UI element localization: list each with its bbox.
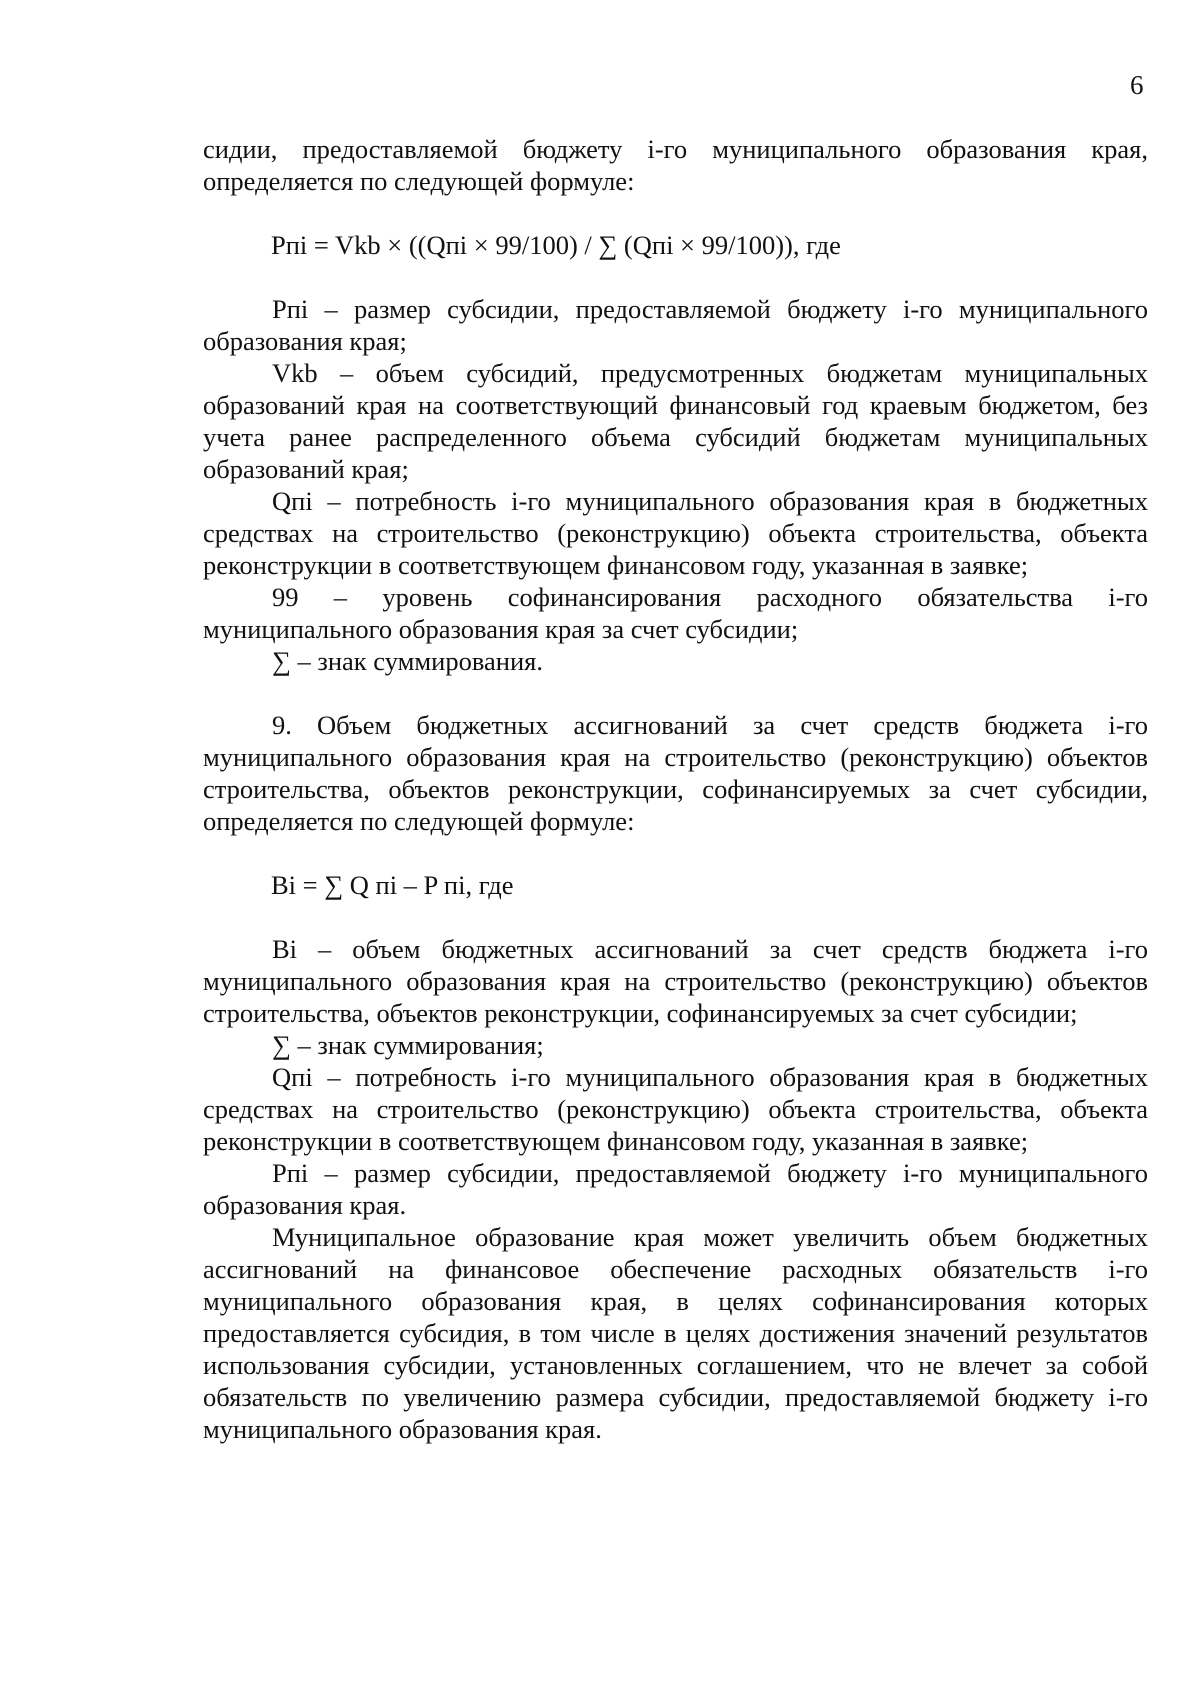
allocation-formula: Bi = ∑ Q пi – P пi, где bbox=[271, 870, 514, 900]
definition-sum-sign: ∑ – знак суммирования. bbox=[272, 646, 543, 676]
paragraph-continuation: сидии, предоставляемой бюджету i-го муниципального образования края, определяется по следующей формуле: bbox=[203, 134, 1148, 196]
definition-b-i: Bi – объем бюджетных ассигнований за счет средств бюджета i-го муниципального образования края на строительство (реконструкцию) объектов строительства, объектов реконструкции, софинансируемых за счет субсидии; bbox=[203, 934, 1148, 1028]
definition-q-ni: Qпi – потребность i-го муниципального образования края в бюджетных средствах на строительство (реконструкцию) объекта строительства, объекта реконструкции в соответствующем финансовом году, указанная в заявке; bbox=[203, 486, 1148, 580]
subsidy-formula: Pпi = Vkb × ((Qпi × 99/100) / ∑ (Qпi × 99/100)), где bbox=[271, 230, 841, 260]
definition-p-ni-2: Pпi – размер субсидии, предоставляемой бюджету i-го муниципального образования края. bbox=[203, 1158, 1148, 1220]
definition-99: 99 – уровень софинансирования расходного обязательства i-го муниципального образования края за счет субсидии; bbox=[203, 582, 1148, 644]
definition-q-ni-2: Qпi – потребность i-го муниципального образования края в бюджетных средствах на строительство (реконструкцию) объекта строительства, объекта реконструкции в соответствующем финансовом году, указанная в заявке; bbox=[203, 1062, 1148, 1156]
clause-9: 9. Объем бюджетных ассигнований за счет средств бюджета i-го муниципального образования края на строительство (реконструкцию) объектов строительства, объектов реконструкции, софинансируемых за счет субсидии, определяется по следующей формуле: bbox=[203, 710, 1148, 836]
document-body bbox=[203, 133, 1148, 1445]
definition-v-kb: Vkb – объем субсидий, предусмотренных бюджетам муниципальных образований края на соответствующий финансовый год краевым бюджетом, без учета ранее распределенного объема субсидий бюджетам муниципальных образований края; bbox=[203, 358, 1148, 484]
definition-p-ni: Pпi – размер субсидии, предоставляемой бюджету i-го муниципального образования края; bbox=[203, 294, 1148, 356]
paragraph-budget-increase: Муниципальное образование края может увеличить объем бюджетных ассигнований на финансовое обеспечение расходных обязательств i-го муниципального образования края, в целях софинансирования которых предоставляется субсидия, в том числе в целях достижения значений результатов использования субсидии, установленных соглашением, что не влечет за собой обязательств по увеличению размера субсидии, предоставляемой бюджету i-го муниципального образования края. bbox=[203, 1222, 1148, 1444]
page-number: 6 bbox=[1130, 70, 1144, 100]
definition-sum-sign-2: ∑ – знак суммирования; bbox=[272, 1030, 544, 1060]
